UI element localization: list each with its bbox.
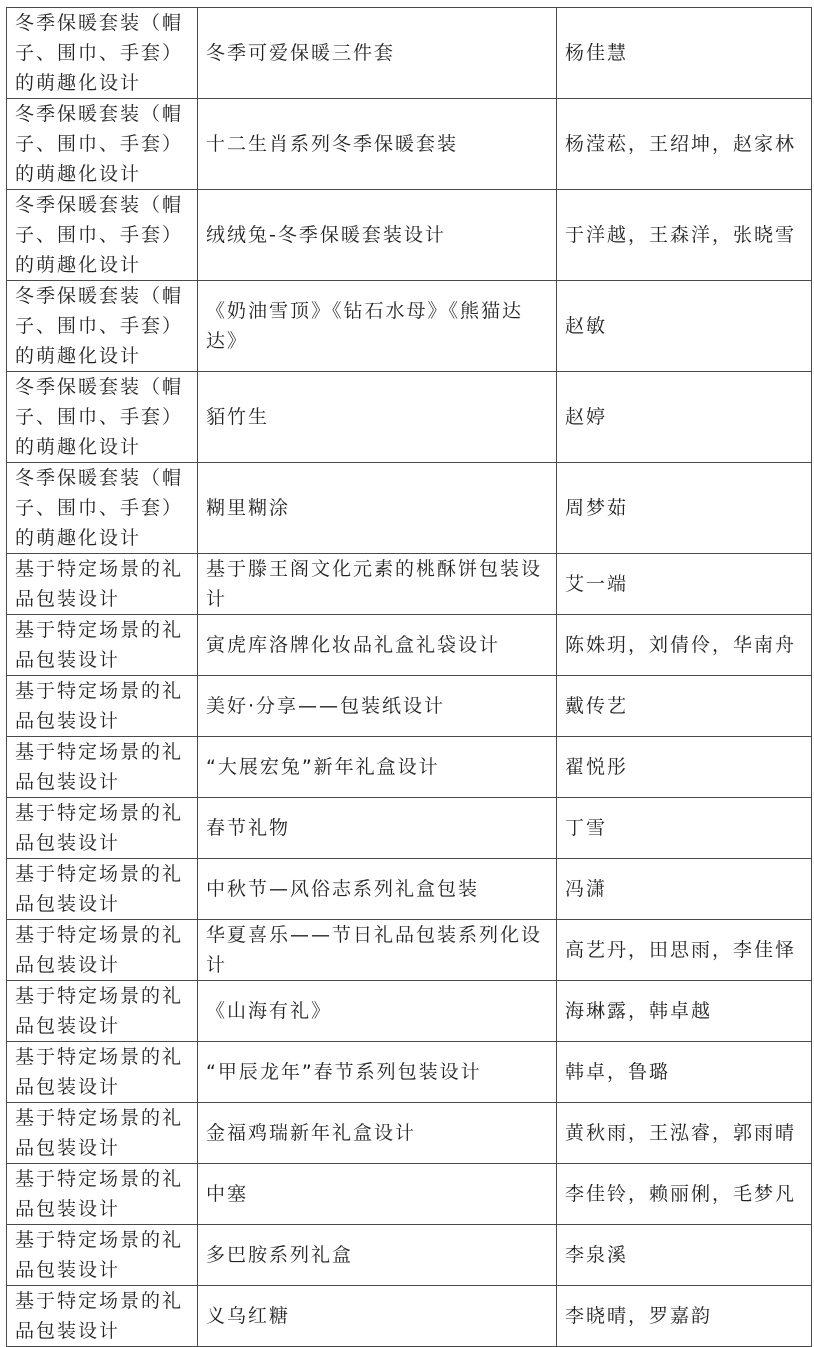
authors-cell: 杨佳慧	[557, 8, 812, 99]
work-title-cell: “甲辰龙年”春节系列包装设计	[198, 1042, 557, 1103]
work-title-cell: “大展宏兔”新年礼盒设计	[198, 737, 557, 798]
table-row	[7, 8, 812, 99]
category-cell: 基于特定场景的礼品包装设计	[7, 981, 198, 1042]
table-row	[7, 554, 812, 615]
work-title-cell: 华夏喜乐——节日礼品包装系列化设计	[198, 920, 557, 981]
authors-cell: 李晓晴，罗嘉韵	[557, 1286, 812, 1347]
table-body	[7, 8, 812, 1347]
table-row	[7, 1042, 812, 1103]
authors-cell: 韩卓，鲁璐	[557, 1042, 812, 1103]
authors-cell: 海琳露，韩卓越	[557, 981, 812, 1042]
table-row	[7, 737, 812, 798]
authors-cell: 翟悦彤	[557, 737, 812, 798]
work-title-cell: 中塞	[198, 1164, 557, 1225]
table-row	[7, 920, 812, 981]
authors-cell: 李佳铃，赖丽俐，毛梦凡	[557, 1164, 812, 1225]
authors-cell: 于洋越，王森洋，张晓雪	[557, 190, 812, 281]
table-row	[7, 190, 812, 281]
category-cell: 冬季保暖套装（帽子、围巾、手套）的萌趣化设计	[7, 190, 198, 281]
table-row	[7, 859, 812, 920]
authors-cell: 冯潇	[557, 859, 812, 920]
work-title-cell: 糊里糊涂	[198, 463, 557, 554]
authors-cell: 高艺丹，田思雨，李佳怿	[557, 920, 812, 981]
works-table	[6, 7, 812, 1347]
table-row	[7, 1225, 812, 1286]
work-title-cell: 《奶油雪顶》《钻石水母》《熊猫达达》	[198, 281, 557, 372]
work-title-cell: 《山海有礼》	[198, 981, 557, 1042]
work-title-cell: 美好·分享——包装纸设计	[198, 676, 557, 737]
work-title-cell: 貊竹生	[198, 372, 557, 463]
table-row	[7, 676, 812, 737]
authors-cell: 艾一端	[557, 554, 812, 615]
work-title-cell: 基于滕王阁文化元素的桃酥饼包装设计	[198, 554, 557, 615]
work-title-cell: 绒绒兔-冬季保暖套装设计	[198, 190, 557, 281]
authors-cell: 周梦茹	[557, 463, 812, 554]
category-cell: 基于特定场景的礼品包装设计	[7, 1164, 198, 1225]
table-row	[7, 798, 812, 859]
category-cell: 基于特定场景的礼品包装设计	[7, 676, 198, 737]
category-cell: 冬季保暖套装（帽子、围巾、手套）的萌趣化设计	[7, 372, 198, 463]
work-title-cell: 金福鸡瑞新年礼盒设计	[198, 1103, 557, 1164]
table-row	[7, 281, 812, 372]
work-title-cell: 中秋节—风俗志系列礼盒包装	[198, 859, 557, 920]
authors-cell: 杨滢菘，王绍坤，赵家林	[557, 99, 812, 190]
category-cell: 基于特定场景的礼品包装设计	[7, 1286, 198, 1347]
category-cell: 基于特定场景的礼品包装设计	[7, 920, 198, 981]
work-title-cell: 义乌红糖	[198, 1286, 557, 1347]
authors-cell: 李泉溪	[557, 1225, 812, 1286]
table-row	[7, 1164, 812, 1225]
work-title-cell: 冬季可爱保暖三件套	[198, 8, 557, 99]
category-cell: 基于特定场景的礼品包装设计	[7, 798, 198, 859]
authors-cell: 丁雪	[557, 798, 812, 859]
category-cell: 冬季保暖套装（帽子、围巾、手套）的萌趣化设计	[7, 281, 198, 372]
authors-cell: 赵敏	[557, 281, 812, 372]
authors-cell: 黄秋雨，王泓睿，郭雨晴	[557, 1103, 812, 1164]
table-row	[7, 615, 812, 676]
category-cell: 基于特定场景的礼品包装设计	[7, 554, 198, 615]
table-row	[7, 463, 812, 554]
work-title-cell: 多巴胺系列礼盒	[198, 1225, 557, 1286]
table-row	[7, 981, 812, 1042]
table-row	[7, 1286, 812, 1347]
work-title-cell: 十二生肖系列冬季保暖套装	[198, 99, 557, 190]
category-cell: 冬季保暖套装（帽子、围巾、手套）的萌趣化设计	[7, 99, 198, 190]
work-title-cell: 春节礼物	[198, 798, 557, 859]
category-cell: 基于特定场景的礼品包装设计	[7, 737, 198, 798]
category-cell: 基于特定场景的礼品包装设计	[7, 1103, 198, 1164]
table-row	[7, 1103, 812, 1164]
table-row	[7, 372, 812, 463]
category-cell: 基于特定场景的礼品包装设计	[7, 1042, 198, 1103]
authors-cell: 陈姝玥，刘倩伶，华南舟	[557, 615, 812, 676]
category-cell: 冬季保暖套装（帽子、围巾、手套）的萌趣化设计	[7, 8, 198, 99]
category-cell: 基于特定场景的礼品包装设计	[7, 859, 198, 920]
work-title-cell: 寅虎库洛牌化妆品礼盒礼袋设计	[198, 615, 557, 676]
category-cell: 基于特定场景的礼品包装设计	[7, 1225, 198, 1286]
category-cell: 冬季保暖套装（帽子、围巾、手套）的萌趣化设计	[7, 463, 198, 554]
authors-cell: 赵婷	[557, 372, 812, 463]
authors-cell: 戴传艺	[557, 676, 812, 737]
table-row	[7, 99, 812, 190]
category-cell: 基于特定场景的礼品包装设计	[7, 615, 198, 676]
